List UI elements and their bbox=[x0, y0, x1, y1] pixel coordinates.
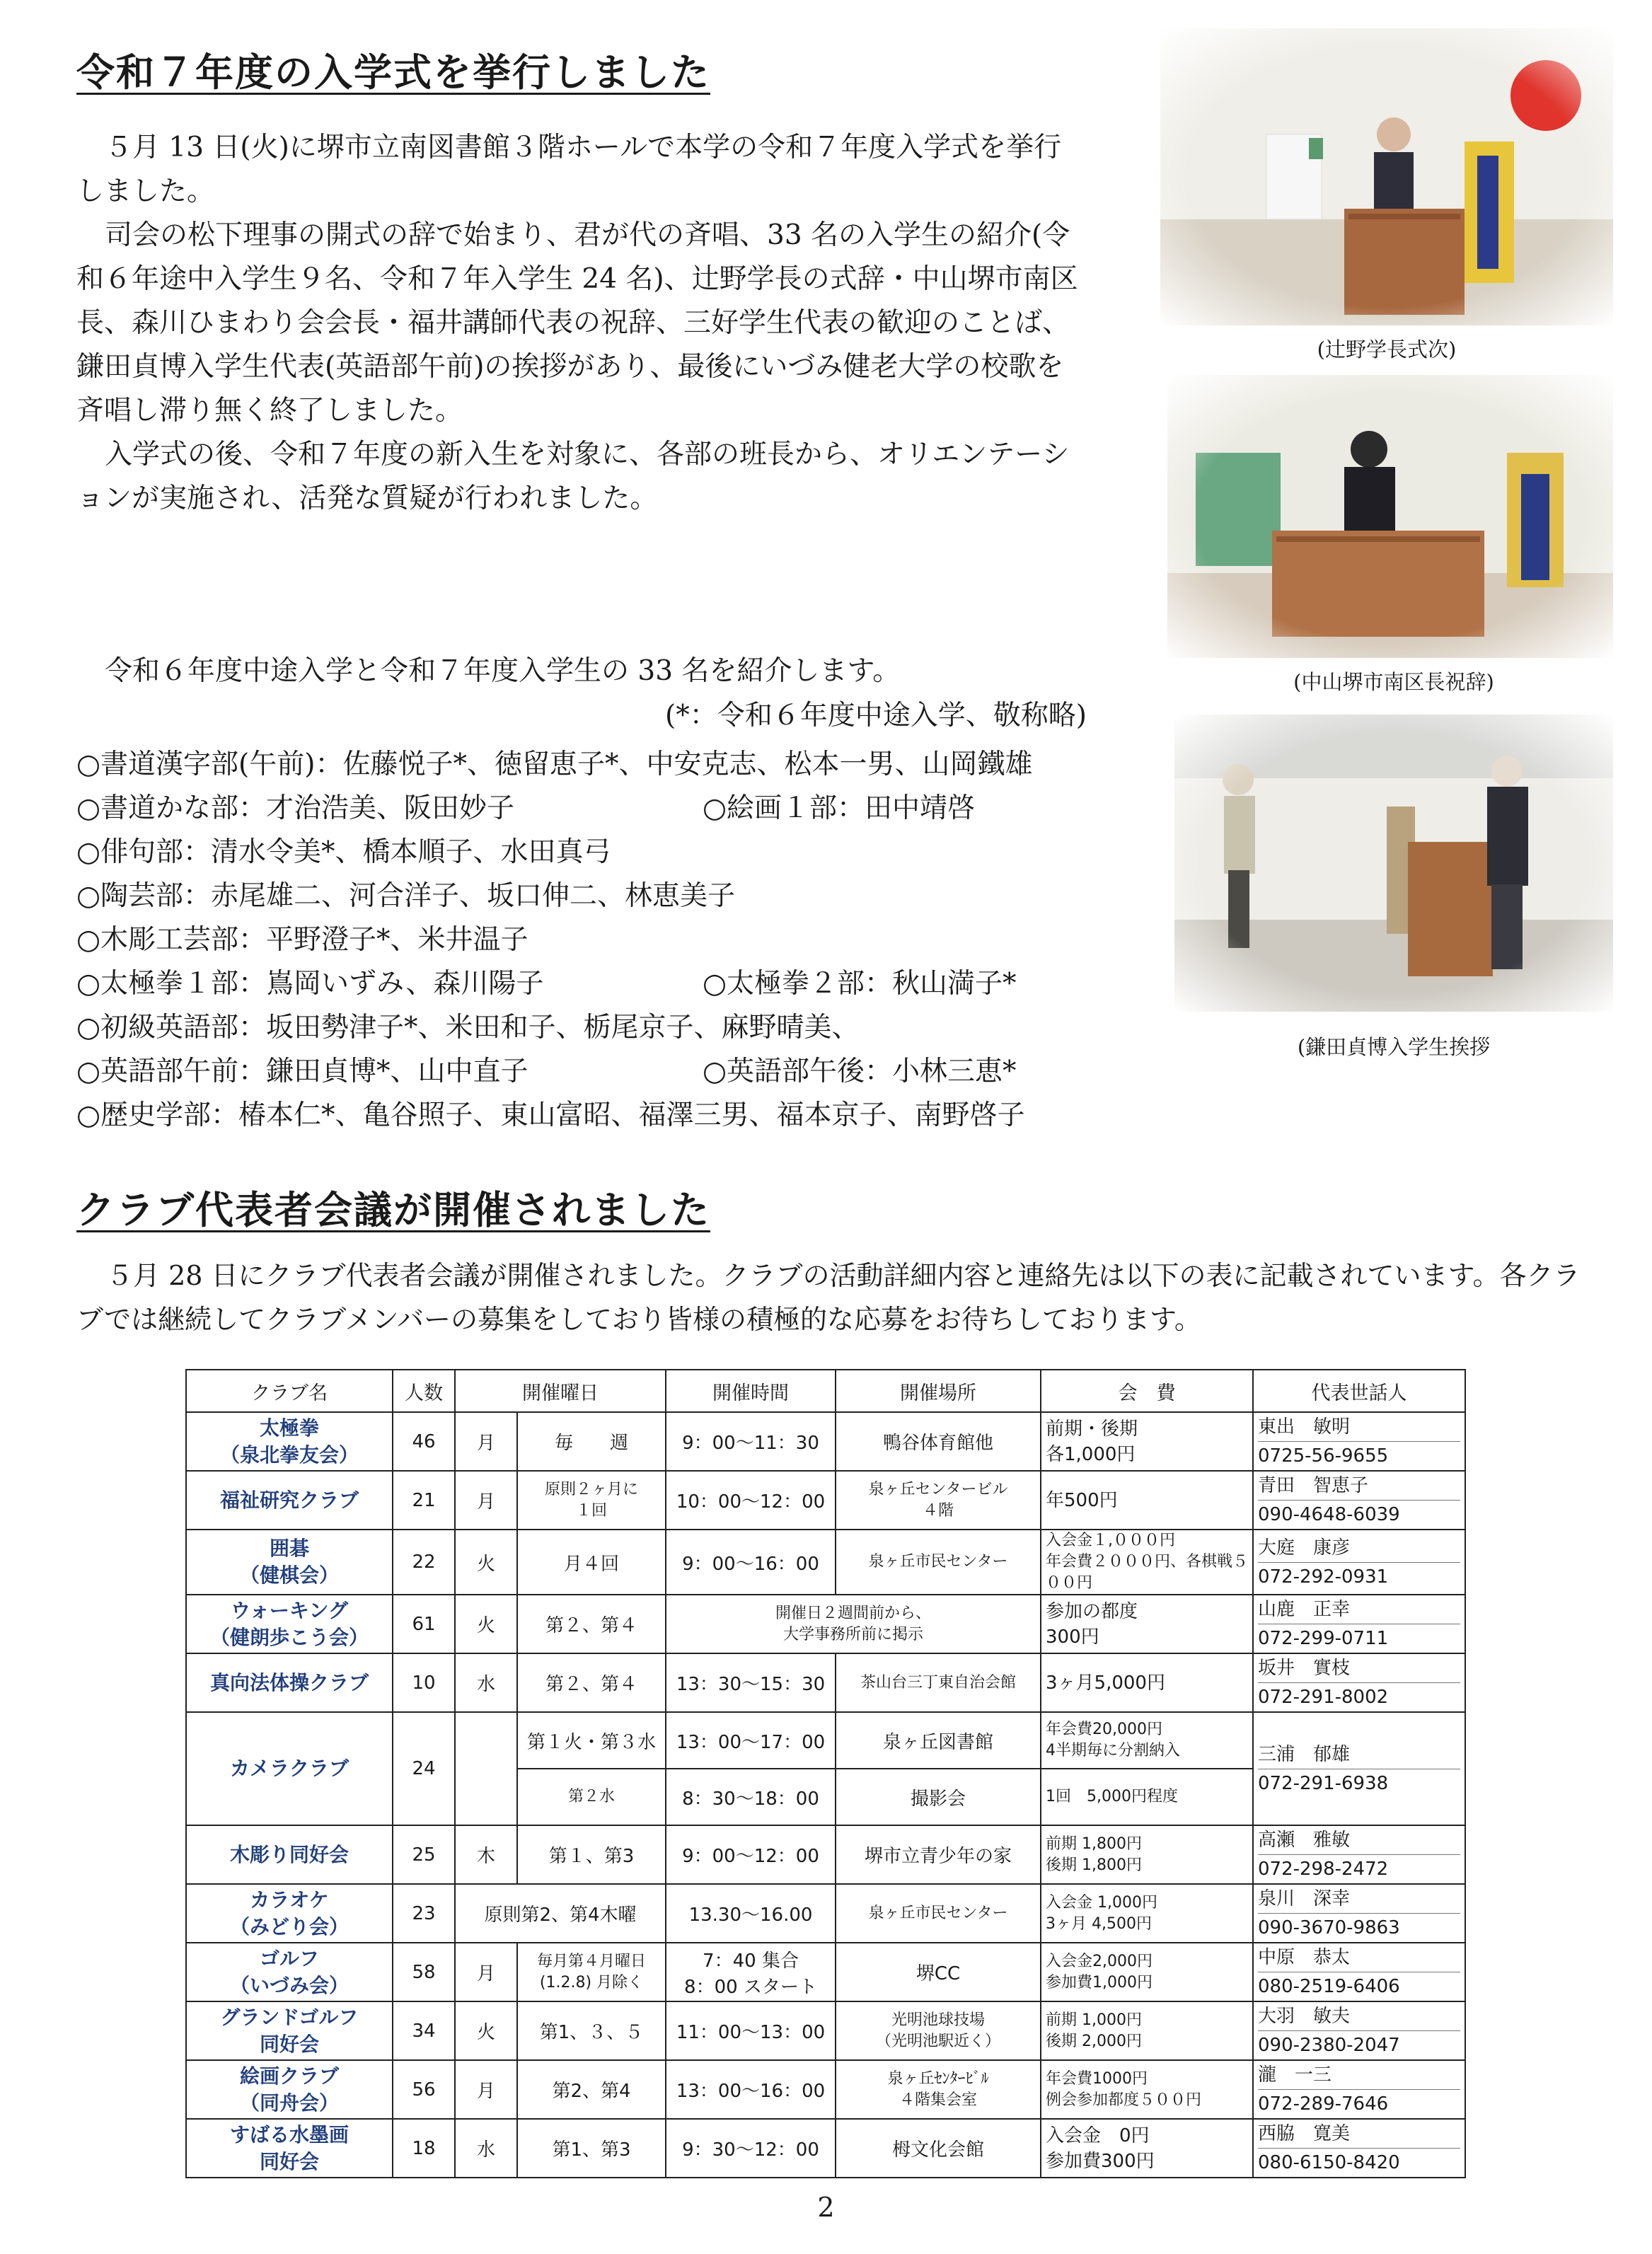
table-cell bbox=[1253, 1712, 1465, 1825]
table-cell: 参加の都度 300円 bbox=[1041, 1595, 1253, 1653]
roster-entry: ○俳句部：清水令美*、橋本順子、水田真弓 bbox=[76, 836, 611, 868]
representative-phone: 072-299-0711 bbox=[1258, 1628, 1389, 1649]
representative-name: 中原 恭太 bbox=[1258, 1943, 1460, 1972]
intro-text bbox=[76, 649, 1088, 693]
club-meeting-text: ５月 28 日にクラブ代表者会議が開催されました。クラブの活動詳細内容と連絡先は以下の表に記載されています。各クラブでは継続してクラブメンバーの募集をしており皆様の積極的な応募をお待ちしております。 bbox=[76, 1260, 1581, 1335]
column-header: 開催場所 bbox=[836, 1370, 1041, 1412]
table-cell: 9：00～12：00 bbox=[666, 1825, 836, 1884]
photo-caption: (中山堺市南区長祝辞) bbox=[1293, 670, 1494, 694]
section-title-entrance: 令和７年度の入学式を挙行しました bbox=[76, 50, 710, 95]
table-cell bbox=[1253, 1530, 1465, 1595]
roster-entry: ○陶芸部：赤尾雄二、河合洋子、坂口伸二、林恵美子 bbox=[76, 880, 736, 912]
roster-entry: ○太極拳２部：秋山満子* bbox=[703, 968, 1017, 1000]
club-table-body bbox=[186, 1412, 1465, 2178]
table-cell: 13.30～16.00 bbox=[666, 1884, 836, 1943]
table-cell: 毎月第４月曜日 (1.2.8) 月除く bbox=[517, 1943, 666, 2001]
table-cell bbox=[1253, 1412, 1465, 1471]
table-cell: 22 bbox=[393, 1530, 455, 1595]
table-cell: 太極拳 （泉北拳友会） bbox=[186, 1412, 393, 1471]
representative-phone: 072-291-8002 bbox=[1258, 1687, 1389, 1708]
table-row bbox=[186, 1412, 1465, 1471]
table-cell: 水 bbox=[455, 2119, 517, 2178]
table-row bbox=[186, 2060, 1465, 2119]
representative-name: 坂井 實枝 bbox=[1258, 1654, 1460, 1683]
roster-row bbox=[76, 1094, 1180, 1138]
table-cell: 光明池球技場 （光明池駅近く） bbox=[836, 2001, 1041, 2060]
table-cell: カメラクラブ bbox=[186, 1712, 393, 1825]
table-cell: 13：30～15：30 bbox=[666, 1653, 836, 1712]
table-cell: 11：00～13：00 bbox=[666, 2001, 836, 2060]
table-cell: 23 bbox=[393, 1884, 455, 1943]
table-cell: 原則２ヶ月に １回 bbox=[517, 1471, 666, 1530]
club-table bbox=[185, 1369, 1466, 2178]
roster-entry: ○木彫工芸部：平野澄子*、米井温子 bbox=[76, 924, 528, 956]
table-cell: 月 bbox=[455, 1943, 517, 2001]
table-cell: 入会金１,０００円 年会費２０００円、各棋戦５００円 bbox=[1041, 1530, 1253, 1595]
table-cell: 月 bbox=[455, 1471, 517, 1530]
table-cell bbox=[1253, 1943, 1465, 2001]
table-cell: 9：30～12：00 bbox=[666, 2119, 836, 2178]
table-cell: 栂文化会館 bbox=[836, 2119, 1041, 2178]
representative-name: 泉川 深幸 bbox=[1258, 1885, 1460, 1914]
representative-phone: 072-298-2472 bbox=[1258, 1859, 1389, 1880]
photo-student-greeting bbox=[1174, 715, 1613, 1012]
representative-name: 瀧 一三 bbox=[1258, 2061, 1460, 2090]
table-row bbox=[186, 2119, 1465, 2178]
table-cell: 18 bbox=[393, 2119, 455, 2178]
column-header: クラブ名 bbox=[186, 1370, 393, 1412]
representative-name: 西脇 寛美 bbox=[1258, 2120, 1460, 2149]
photo-ward-mayor-speech bbox=[1167, 375, 1613, 658]
table-row bbox=[186, 1943, 1465, 2001]
roster-entry: ○英語部午前：鎌田貞博*、山中直子 bbox=[76, 1056, 528, 1087]
table-cell: すばる水墨画 同好会 bbox=[186, 2119, 393, 2178]
table-cell: 25 bbox=[393, 1825, 455, 1884]
table-cell: 木 bbox=[455, 1825, 517, 1884]
table-cell: 8：30～18：00 bbox=[666, 1769, 836, 1825]
roster-row bbox=[76, 787, 1180, 831]
roster-row bbox=[76, 874, 1180, 918]
table-cell: 火 bbox=[455, 1530, 517, 1595]
table-cell: グランドゴルフ 同好会 bbox=[186, 2001, 393, 2060]
table-cell bbox=[1253, 1471, 1465, 1530]
table-cell: 年500円 bbox=[1041, 1471, 1253, 1530]
table-cell: 真向法体操クラブ bbox=[186, 1653, 393, 1712]
table-cell: 木彫り同好会 bbox=[186, 1825, 393, 1884]
table-cell: 入会金 0円 参加費300円 bbox=[1041, 2119, 1253, 2178]
table-cell: 第２水 bbox=[517, 1769, 666, 1825]
representative-phone: 072-291-6938 bbox=[1258, 1772, 1389, 1794]
table-cell bbox=[1253, 2001, 1465, 2060]
table-header-row bbox=[186, 1370, 1465, 1412]
column-header: 会 費 bbox=[1041, 1370, 1253, 1412]
table-cell: 7：40 集合 8：00 スタート bbox=[666, 1943, 836, 2001]
table-cell: 第1、第3 bbox=[517, 2119, 666, 2178]
table-cell: 第1、３、５ bbox=[517, 2001, 666, 2060]
table-cell: 21 bbox=[393, 1471, 455, 1530]
table-cell: 撮影会 bbox=[836, 1769, 1041, 1825]
roster-entry: ○太極拳１部：嶌岡いずみ、森川陽子 bbox=[76, 968, 544, 1000]
column-header: 人数 bbox=[393, 1370, 455, 1412]
table-cell: 水 bbox=[455, 1653, 517, 1712]
table-cell: 堺CC bbox=[836, 1943, 1041, 2001]
roster-entry: ○英語部午後：小林三恵* bbox=[703, 1056, 1017, 1087]
table-cell bbox=[1253, 1884, 1465, 1943]
representative-name: 山鹿 正幸 bbox=[1258, 1595, 1460, 1624]
photo-caption: (鎌田貞博入学生挨拶 bbox=[1297, 1035, 1491, 1059]
table-cell: 第１火・第３水 bbox=[517, 1712, 666, 1769]
photo-president-speech bbox=[1160, 28, 1613, 325]
column-header: 代表世話人 bbox=[1253, 1370, 1465, 1412]
table-row bbox=[186, 1595, 1465, 1653]
table-cell: 入会金2,000円 参加費1,000円 bbox=[1041, 1943, 1253, 2001]
roster-row bbox=[76, 831, 1180, 874]
table-cell: カラオケ （みどり会） bbox=[186, 1884, 393, 1943]
representative-name: 東出 敏明 bbox=[1258, 1413, 1460, 1442]
table-cell bbox=[1253, 2119, 1465, 2178]
representative-name: 高瀬 雅敏 bbox=[1258, 1826, 1460, 1855]
section-title-club-meeting: クラブ代表者会議が開催されました bbox=[76, 1187, 710, 1232]
table-cell: 入会金 1,000円 3ヶ月 4,500円 bbox=[1041, 1884, 1253, 1943]
paragraph: ５月 13 日(火)に堺市立南図書館３階ホールで本学の令和７年度入学式を挙行しました。 bbox=[76, 132, 1062, 207]
table-cell: 火 bbox=[455, 1595, 517, 1653]
page-number: 2 bbox=[817, 2192, 835, 2223]
representative-name: 大庭 康彦 bbox=[1258, 1534, 1460, 1563]
table-cell: 囲碁 （健棋会） bbox=[186, 1530, 393, 1595]
table-cell: 前期 1,800円 後期 1,800円 bbox=[1041, 1825, 1253, 1884]
table-row bbox=[186, 2001, 1465, 2060]
table-cell: 堺市立青少年の家 bbox=[836, 1825, 1041, 1884]
table-cell: 第１、第3 bbox=[517, 1825, 666, 1884]
roster-entry: ○初級英語部：坂田勢津子*、米田和子、栃尾京子、麻野晴美、 bbox=[76, 1012, 860, 1044]
roster-note: (*：令和６年度中途入学、敬称略) bbox=[665, 700, 1087, 732]
roster-row bbox=[76, 918, 1180, 962]
column-header: 開催曜日 bbox=[455, 1370, 666, 1412]
table-row bbox=[186, 1471, 1465, 1530]
table-cell: 絵画クラブ （同舟会） bbox=[186, 2060, 393, 2119]
table-cell: 前期・後期 各1,000円 bbox=[1041, 1412, 1253, 1471]
table-cell: 61 bbox=[393, 1595, 455, 1653]
table-cell: 13：00～16：00 bbox=[666, 2060, 836, 2119]
table-cell: 泉ヶ丘市民センター bbox=[836, 1530, 1041, 1595]
representative-name: 三浦 郁雄 bbox=[1258, 1740, 1460, 1769]
roster-row bbox=[76, 743, 1180, 787]
table-cell: 第２、第４ bbox=[517, 1595, 666, 1653]
table-cell: 9：00～16：00 bbox=[666, 1530, 836, 1595]
table-cell: 毎 週 bbox=[517, 1412, 666, 1471]
table-cell: 鴨谷体育館他 bbox=[836, 1412, 1041, 1471]
table-row bbox=[186, 1653, 1465, 1712]
table-cell: 火 bbox=[455, 2001, 517, 2060]
table-row bbox=[186, 1530, 1465, 1595]
table-cell: 58 bbox=[393, 1943, 455, 2001]
table-cell: 泉ヶ丘図書館 bbox=[836, 1712, 1041, 1769]
representative-phone: 072-292-0931 bbox=[1258, 1566, 1389, 1588]
table-cell bbox=[1253, 1825, 1465, 1884]
representative-name: 大羽 敏夫 bbox=[1258, 2002, 1460, 2031]
entrance-report bbox=[76, 126, 1088, 521]
photo-graphic bbox=[1160, 28, 1613, 325]
table-cell: 10：00～12：00 bbox=[666, 1471, 836, 1530]
table-cell: ウォーキング （健朗歩こう会） bbox=[186, 1595, 393, 1653]
table-cell bbox=[455, 1712, 517, 1825]
roster-row bbox=[76, 962, 1180, 1006]
table-cell: 34 bbox=[393, 2001, 455, 2060]
table-cell: 月 bbox=[455, 2060, 517, 2119]
representative-phone: 080-6150-8420 bbox=[1258, 2152, 1400, 2173]
paragraph: 入学式の後、令和７年度の新入生を対象に、各部の班長から、オリエンテーションが実施され、活発な質疑が行われました。 bbox=[76, 439, 1070, 514]
representative-phone: 090-2380-2047 bbox=[1258, 2035, 1400, 2056]
table-row bbox=[186, 1825, 1465, 1884]
table-cell: 第２、第４ bbox=[517, 1653, 666, 1712]
photo-caption: (辻野学長式次) bbox=[1317, 337, 1457, 362]
table-cell: ゴルフ （いづみ会） bbox=[186, 1943, 393, 2001]
table-cell: 月 bbox=[455, 1412, 517, 1471]
table-cell: 10 bbox=[393, 1653, 455, 1712]
table-cell: 3ヶ月5,000円 bbox=[1041, 1653, 1253, 1712]
table-cell: 泉ヶ丘市民センター bbox=[836, 1884, 1041, 1943]
roster-row bbox=[76, 1006, 1180, 1050]
table-cell bbox=[1253, 1653, 1465, 1712]
representative-phone: 080-2519-6406 bbox=[1258, 1976, 1400, 1997]
table-cell: 年会費20,000円 4半期毎に分割納入 bbox=[1041, 1712, 1253, 1769]
table-cell bbox=[1253, 2060, 1465, 2119]
table-row bbox=[186, 1712, 1465, 1769]
table-cell: 13：00～17：00 bbox=[666, 1712, 836, 1769]
representative-phone: 090-4648-6039 bbox=[1258, 1504, 1400, 1525]
roster-entry: ○歴史学部：椿本仁*、亀谷照子、東山富昭、福澤三男、福本京子、南野啓子 bbox=[76, 1099, 1025, 1131]
table-cell: 前期 1,000円 後期 2,000円 bbox=[1041, 2001, 1253, 2060]
representative-phone: 072-289-7646 bbox=[1258, 2093, 1389, 2115]
table-cell: 24 bbox=[393, 1712, 455, 1825]
table-cell: 原則第2、第4木曜 bbox=[455, 1884, 666, 1943]
roster-entry: ○絵画１部：田中靖啓 bbox=[703, 792, 976, 824]
table-cell: 1回 5,000円程度 bbox=[1041, 1769, 1253, 1825]
paragraph: 令和６年度中途入学と令和７年度入学生の 33 名を紹介します。 bbox=[105, 655, 901, 687]
column-header: 開催時間 bbox=[666, 1370, 836, 1412]
new-student-roster bbox=[76, 743, 1180, 1138]
representative-phone: 0725-56-9655 bbox=[1258, 1445, 1389, 1467]
table-row bbox=[186, 1884, 1465, 1943]
table-cell: 泉ヶ丘ｾﾝﾀｰﾋﾞﾙ ４階集会室 bbox=[836, 2060, 1041, 2119]
photo-graphic bbox=[1167, 375, 1613, 658]
table-cell: 46 bbox=[393, 1412, 455, 1471]
table-cell: 56 bbox=[393, 2060, 455, 2119]
photo-graphic bbox=[1174, 715, 1613, 1012]
table-cell: 茶山台三丁東自治会館 bbox=[836, 1653, 1041, 1712]
paragraph: 司会の松下理事の開式の辞で始まり、君が代の斉唱、33 名の入学生の紹介(令和６年途中入学生９名、令和７年入学生 24 名)、辻野学長の式辞・中山堺市南区長、森川ひまわり会会長・福井講師代表の祝辞、三好学生代表の歓迎のことば、鎌田貞博入学生代表(英語部午前)の挨拶があり、最後にいづみ健老大学の校歌を斉唱し滞り無く終了しました。 bbox=[76, 219, 1078, 427]
representative-name: 青田 智恵子 bbox=[1258, 1472, 1460, 1501]
table-cell: 年会費1000円 例会参加都度５００円 bbox=[1041, 2060, 1253, 2119]
roster-row bbox=[76, 1050, 1180, 1094]
table-cell bbox=[1253, 1595, 1465, 1653]
table-cell: 福祉研究クラブ bbox=[186, 1471, 393, 1530]
table-cell: 月４回 bbox=[517, 1530, 666, 1595]
table-cell: 第2、第4 bbox=[517, 2060, 666, 2119]
representative-phone: 090-3670-9863 bbox=[1258, 1917, 1400, 1938]
roster-entry: ○書道かな部：才治浩美、阪田妙子 bbox=[76, 792, 515, 824]
table-cell: 泉ヶ丘センタービル ４階 bbox=[836, 1471, 1041, 1530]
roster-entry: ○書道漢字部(午前)：佐藤悦子*、徳留恵子*、中安克志、松本一男、山岡鐵雄 bbox=[76, 749, 1033, 780]
table-cell: 9：00～11：30 bbox=[666, 1412, 836, 1471]
table-cell: 開催日２週間前から、 大学事務所前に掲示 bbox=[666, 1595, 1041, 1653]
